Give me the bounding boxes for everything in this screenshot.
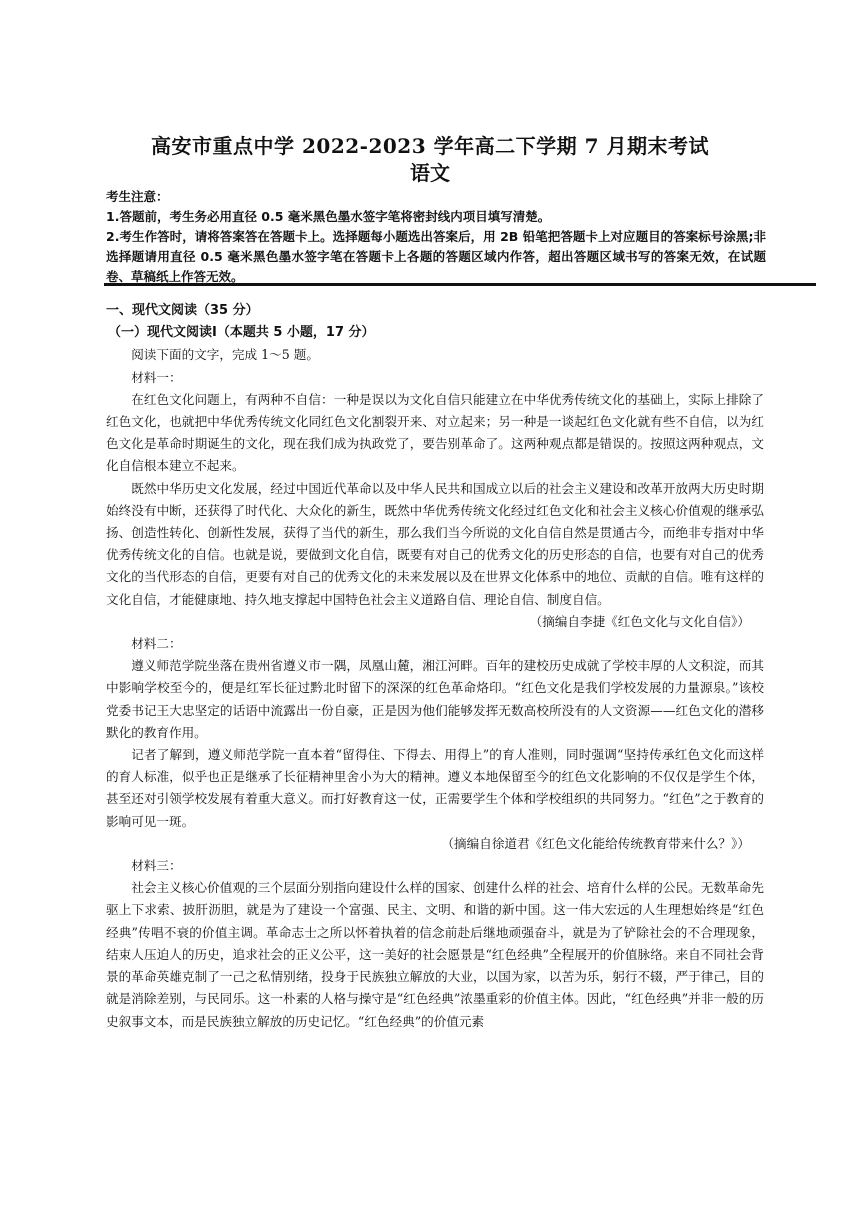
material-2-label: 材料二：: [131, 636, 182, 652]
material-3-label: 材料三：: [131, 858, 182, 874]
reading-content: [106, 300, 764, 1033]
material-2-paragraph-1: 遵义师范学院坐落在贵州省遵义市一隅，凤凰山麓，湘江河畔。百年的建校历史成就了学校丰厚的人文积淀，而其中影响学校至今的，便是红军长征过黔北时留下的深深的红色革命烙印。“红色文化是我们学校发展的力量源泉。”该校党委书记王大忠坚定的话语中流露出一份自豪，正是因为他们能够发挥无数高校所没有的人文资源——红色文化的潜移默化的教育作用。: [106, 658, 764, 740]
material-2-source: （摘编自徐道君《红色文化能给传统教育带来什么？》）: [441, 835, 750, 851]
section-subheading: （一）现代文阅读Ⅰ（本题共 5 小题，17 分）: [108, 325, 375, 341]
section-heading: 一、现代文阅读（35 分）: [106, 303, 259, 318]
notice-heading: 考生注意：: [106, 189, 169, 204]
exam-title: 高安市重点中学 2022-2023 学年高二下学期 7 月期末考试: [151, 134, 709, 158]
exam-subject: 语文: [410, 161, 450, 185]
material-2-paragraph-2: 记者了解到，遵义师范学院一直本着“留得住、下得去、用得上”的育人准则，同时强调“坚持传承红色文化而这样的育人标准，似乎也正是继承了长征精神里舍小为大的精神。遵义本地保留至今的红色文化影响的不仅仅是学生个体，甚至还对引领学校发展有着重大意义。而打好教育这一仗，正需要学生个体和学校组织的共同努力。“红色”之于教育的影响可见一斑。: [106, 747, 764, 829]
material-1-label: 材料一：: [131, 369, 182, 385]
material-1-source: （摘编自李捷《红色文化与文化自信》）: [529, 613, 750, 629]
material-3-paragraph-1: 社会主义核心价值观的三个层面分别指向建设什么样的国家、创建什么样的社会、培育什么样的公民。无数革命先驱上下求索、披肝沥胆，就是为了建设一个富强、民主、文明、和谐的新中国。这一伟大宏远的人生理想始终是“红色经典”传唱不衰的价值主调。革命志士之所以怀着执着的信念前赴后继地顽强奋斗，就是为了铲除社会的不合理现象，结束人压迫人的历史，追求社会的正义公平，这一美好的社会愿景是“红色经典”全程展开的价值脉络。来自不同社会背景的革命英雄克制了一己之私情别绪，投身于民族独立解放的大业，以国为家，以苦为乐，躬行不辍，严于律己，目的就是消除差别，与民同乐。这一朴素的人格与操守是“红色经典”浓墨重彩的价值主体。因此，“红色经典”并非一般的历史叙事文本，而是民族独立解放的历史记忆。“红色经典”的价值元素: [106, 880, 764, 1029]
material-1-paragraph-2: 既然中华历史文化发展，经过中国近代革命以及中华人民共和国成立以后的社会主义建设和改革开放两大历史时期始终没有中断，还获得了时代化、大众化的新生，既然中华优秀传统文化经过红色文化和社会主义核心价值观的继承弘扬、创造性转化、创新性发展，获得了当代的新生，那么我们当今所说的文化自信自然是贯通古今，而绝非专指对中华优秀传统文化的自信。也就是说，要做到文化自信，既要有对自己的优秀文化的历史形态的自信，也要有对自己的优秀文化的当代形态的自信，更要有对自己的优秀文化的未来发展以及在世界文化体系中的地位、贡献的自信。唯有这样的文化自信，才能健康地、持久地支撑起中国特色社会主义道路自信、理论自信、制度自信。: [106, 480, 764, 607]
section-instruction: 阅读下面的文字，完成 1～5 题。: [131, 347, 319, 363]
header-divider: [104, 283, 816, 286]
material-1-paragraph-1: 在红色文化问题上，有两种不自信：一种是误以为文化自信只能建立在中华优秀传统文化的基础上，实际上排除了红色文化，也就把中华优秀传统文化同红色文化割裂开来、对立起来；另一种是一谈起红色文化就有些不自信，以为红色文化是革命时期诞生的文化，现在我们成为执政党了，要告别革命了。这两种观点都是错误的。按照这两种观点，文化自信根本建立不起来。: [106, 391, 764, 474]
notice-item-2: 2.考生作答时，请将答案答在答题卡上。选择题每小题选出答案后，用 2B 铅笔把答题卡上对应题目的答案标号涂黑;非选择题请用直径 0.5 毫米黑色墨水签字笔在答题卡上各题的答题区域内作答，超出答题区域书写的答案无效，在试题卷、草稿纸上作答无效。: [106, 229, 766, 284]
notice-item-1: 1.答题前，考生务必用直径 0.5 毫米黑色墨水签字笔将密封线内项目填写清楚。: [106, 209, 551, 224]
candidate-notice: [106, 187, 766, 287]
